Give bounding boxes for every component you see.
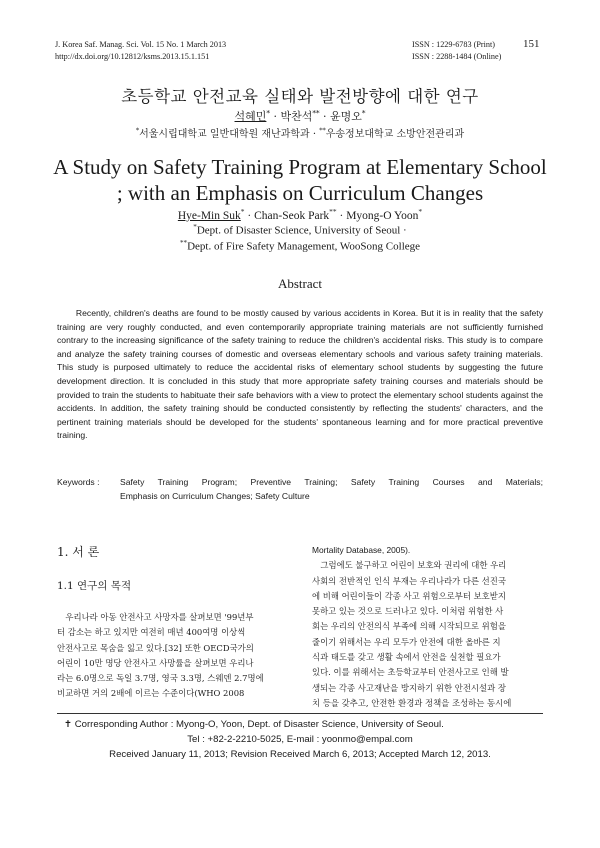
left-column	[57, 610, 289, 702]
body-line: 식과 태도를 갖고 생활 속에서 안전을 실천할 필요가	[312, 652, 501, 663]
body-line: Mortality Database, 2005).	[312, 545, 411, 555]
korean-title: 초등학교 안전교육 실태와 발전방향에 대한 연구	[121, 87, 479, 106]
abstract-heading: Abstract	[277, 276, 323, 291]
body-line: 안전사고로 목숨을 잃고 있다.[32] 또한 OECD국가의	[57, 642, 254, 653]
affil-mark: **	[319, 126, 326, 135]
body-line: 우리나라 아동 안전사고 사망자를 살펴보면 '99년부	[65, 612, 254, 622]
right-column	[312, 543, 544, 711]
author-mark: **	[329, 207, 337, 216]
english-affiliation-1	[0, 223, 600, 237]
english-author-2: · Chan-Seok Park	[244, 209, 330, 222]
korean-affiliations	[0, 125, 600, 140]
english-author-3: · Myong-O Yoon	[336, 209, 419, 222]
footnote-line-1	[64, 718, 444, 732]
separator: ·	[269, 110, 281, 123]
author-mark: **	[312, 108, 320, 118]
body-line: 라는 6.0명으로 독일 3.7명, 영국 3.3명, 스웨덴 2.7명에	[57, 673, 264, 684]
section-heading: 1. 서 론	[57, 545, 100, 559]
english-affiliation-2	[0, 239, 600, 253]
korean-author-1: 석혜민	[234, 110, 267, 123]
body-line: 사회의 전반적인 인식 부재는 우리나라가 다른 선진국	[312, 575, 506, 586]
body-line: 생되는 각종 사고재난을 방지하기 위한 안전시설과 장	[312, 682, 506, 693]
doi-link[interactable]: http://dx.doi.org/10.12812/ksms.2013.15.1.151	[55, 52, 210, 61]
affiliation-text: Dept. of Fire Safety Management, WooSong College	[187, 240, 421, 253]
corresponding-author: Corresponding Author : Myong-O, Yoon, Dept. of Disaster Science, University of Seoul.	[74, 719, 444, 730]
korean-authors	[0, 108, 600, 124]
footnote-received: Received January 11, 2013; Revision Received March 6, 2013; Accepted March 12, 2013.	[109, 749, 491, 760]
korean-author-3: 윤명오	[330, 110, 362, 123]
body-line: 치 등을 갖추고, 안전한 환경과 정책을 조성하는 동시에	[312, 697, 512, 708]
english-author-1: Hye-Min Suk	[177, 209, 241, 222]
affiliation-text: Dept. of Disaster Science, University of Seoul ·	[196, 224, 407, 237]
author-mark: *	[361, 108, 366, 118]
journal-citation: J. Korea Saf. Manag. Sci. Vol. 15 No. 1 March 2013	[55, 40, 227, 49]
separator: ·	[309, 129, 320, 140]
footnote-contact: Tel : +82-2-2210-5025, E-mail : yoonmo@empal.com	[187, 734, 413, 745]
english-authors	[0, 207, 600, 222]
body-line: 못하고 있는 것으로 드러나고 있다. 이처럼 위험한 사	[312, 606, 504, 617]
author-mark: *	[240, 207, 245, 216]
body-line: 줄이기 위해서는 우리 모두가 안전에 대한 올바른 지	[312, 636, 501, 647]
affil-mark: *	[193, 223, 197, 231]
english-title-line-1: A Study on Safety Training Program at Elementary School	[53, 155, 547, 179]
issn-print: ISSN : 1229-6783 (Print)	[412, 40, 496, 49]
abstract-text: Recently, children's deaths are found to be mostly caused by various accidents in Korea. But it is in reality that the safety training are very roughly conducted, and even contemporarily appropriate training materials are not sufficiently furnished contrary to the increasing significance of the safety training to reduce the children's accidental risks. This study is to compare and analyze the safety training courses of domestic and overseas elementary schools and various safety training materials. This study is purposed ultimately to reduce the accidental risks of elementary school students by suggesting the future development direction. It is concluded in this study that more appropriate safety training courses and materials should be provided to train the students to habituate their safe behaviors with a view to protect the elementary school students against the accidents. In addition, the safety training should be conducted consistently by reflecting the students' characters, and the pertinent training materials should be developed for the students' spontaneous learning and for more practical preventive training.	[57, 308, 543, 441]
body-line: 있다. 이를 위해서는 초등학교부터 안전사고로 인해 발	[312, 667, 509, 678]
keywords-line-1: Safety Training Program; Preventive Training; Safety Training Courses and Materials;	[120, 477, 543, 487]
body-line: 터 감소는 하고 있지만 여전히 매년 400여명 이상씩	[57, 627, 246, 638]
footnote-divider	[57, 713, 543, 714]
english-title-line-2: ; with an Emphasis on Curriculum Changes	[116, 181, 484, 205]
body-line: 비교하면 거의 2배에 이르는 수준이다(WHO 2008	[57, 688, 245, 699]
page-number: 151	[523, 38, 540, 50]
affil-mark: **	[179, 239, 188, 247]
affil-mark: *	[135, 126, 140, 135]
subsection-heading: 1.1 연구의 목적	[57, 580, 132, 592]
body-line: 회는 우리의 안전의식 부족에 의해 시작되므로 위험을	[312, 621, 506, 632]
korean-affiliation-2: 우송정보대학교 소방안전관리과	[325, 129, 465, 140]
keywords-line-2: Emphasis on Curriculum Changes; Safety Culture	[120, 491, 310, 501]
author-mark: *	[418, 207, 423, 216]
author-mark: *	[266, 108, 270, 118]
korean-author-2: 박찬석	[280, 110, 313, 123]
separator: ·	[319, 110, 331, 123]
body-line: 에 비해 어린이들이 각종 사고 위험으로부터 보호받지	[312, 590, 506, 601]
issn-online: ISSN : 2288-1484 (Online)	[412, 52, 502, 61]
body-line: 그럼에도 불구하고 어린이 보호와 권리에 대한 우리	[320, 560, 507, 571]
body-line: 어린이 10만 명당 안전사고 사망률을 살펴보면 우리나	[57, 657, 254, 668]
dagger-icon: ✝	[64, 719, 73, 730]
keywords-label: Keywords :	[57, 477, 100, 487]
korean-affiliation-1: 서울시립대학교 일반대학원 재난과학과	[139, 129, 310, 140]
